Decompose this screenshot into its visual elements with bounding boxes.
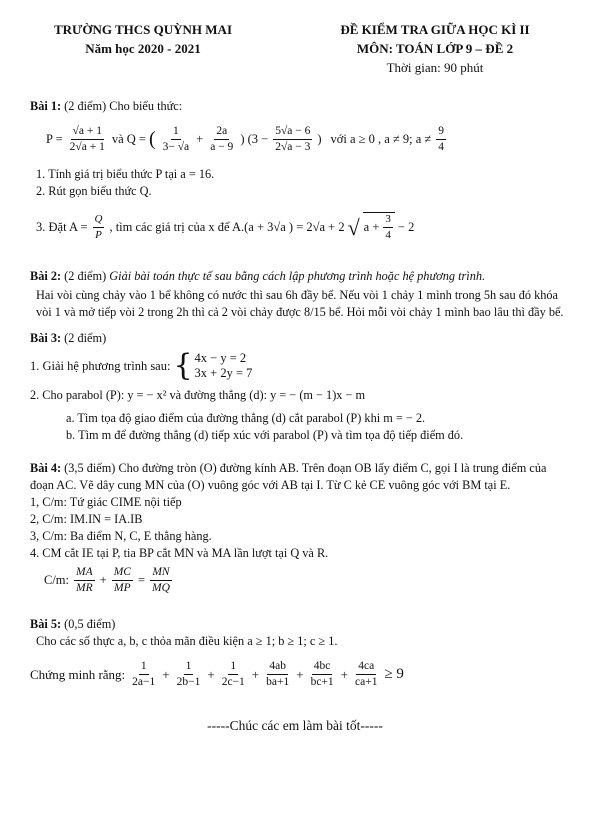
school-year: Năm học 2020 - 2021 [85, 41, 201, 56]
problem-3-item-2: 2. Cho parabol (P): y = − x² và đường thẳng (d): y = − (m − 1)x − m [30, 388, 366, 402]
problem-1-formula: P = $\frac{√a + 1}{2√a + 1}$ và Q = ( $\frac{1}{3- √a}$ + $\frac{2a}{a - 9}$ ) (3 − $\frac{5√a - 6}{2√a - 3}$ ) với a ≥ 0 , a ≠ 9; a ≠ $\frac{9}{4}$ [46, 125, 445, 153]
exam-title: ĐỀ KIỂM TRA GIỮA HỌC KÌ II [340, 22, 530, 37]
problem-4-item-1: 1, C/m: Tứ giác CIME nội tiếp [30, 495, 182, 509]
problem-2: Bài 2: (2 điểm) Giải bài toán thực tế sau bằng cách lập phương trình hoặc hệ phương trình. Hai vòi cùng chảy vào 1 bể không có nước thì sau 6h đầy bể. Nếu vòi 1 chảy 1 mình trong 5h sau đó khóa vòi 1 và mở tiếp vòi 2 trong 2h thì cả 2 vòi chảy được 8/15 bể. Hỏi mỗi vòi chảy 1 mình bao lâu thì đầy bể. [30, 269, 564, 319]
condition: với a ≥ 0 , a ≠ 9; a ≠ [330, 132, 432, 146]
exam-time: Thời gian: 90 phút [386, 60, 484, 75]
problem-4-item-3: 3, C/m: Ba điểm N, C, E thẳng hàng. [30, 529, 212, 543]
problem-5: Bài 5: (0,5 điểm) Cho các số thực a, b, c thỏa mãn điều kiện a ≥ 1; b ≥ 1; c ≥ 1. Chứng minh rằng: $\frac{1}{2a-1}$ + $\frac{1}{2b-1}$ + $\frac{1}{2c-1}$ + $\frac{4ab}{ba+1}$ + $\frac{4bc}{bc+1}$ + $\frac{4ca}{ca+1}$ ≥ 9 [30, 616, 565, 689]
problem-1-label: Bài 1: [30, 99, 62, 113]
problem-5-text: Cho các số thực a, b, c thỏa mãn điều kiện a ≥ 1; b ≥ 1; c ≥ 1. [36, 634, 338, 648]
problem-3: Bài 3: (2 điểm) 1. Giải hệ phương trình sau: { 4x − y = 2 3x + 2y = 7 2. Cho parabol (P): y = − x² và đường thẳng (d): y = − (m − 1)x − m a. Tìm tọa độ giao điểm của đường thẳng (d) cắt parabol (P) khi m = − 2. b. Tìm m để đường thẳng (d) tiếp xúc với parabol (P) và tìm tọa độ tiếp điểm đó. [30, 330, 565, 444]
problem-3-label: Bài 3: [30, 331, 62, 345]
problem-3-sub-b: b. Tìm m để đường thẳng (d) tiếp xúc với parabol (P) và tìm tọa độ tiếp điểm đó. [66, 428, 464, 442]
header-right [300, 20, 570, 77]
problem-4-item-4: 4. CM cắt IE tại P, tia BP cắt MN và MA lần lượt tại Q và R. [30, 546, 329, 560]
condition-fraction: $\frac{9}{4}$ [438, 125, 445, 153]
q-fraction-3: $\frac{5√a - 6}{2√a - 3}$ [275, 125, 311, 153]
problem-4-formula: C/m: $\frac{MA}{MR}$ + $\frac{MC}{MP}$ = $\frac{MN}{MQ}$ [44, 566, 170, 594]
q-fraction-1: $\frac{1}{3- √a}$ [162, 125, 190, 153]
problem-2-instruction: Giải bài toán thực tế sau bằng cách lập phương trình hoặc hệ phương trình. [109, 269, 486, 283]
p-fraction: $\frac{√a + 1}{2√a + 1}$ [69, 125, 105, 153]
q-lhs: và Q = [111, 132, 146, 146]
problem-1-item-1: 1. Tính giá trị biểu thức P tại a = 16. [36, 167, 215, 181]
equation-2: 3x + 2y = 7 [194, 366, 253, 380]
problem-3-item-1: 1. Giải hệ phương trình sau: { 4x − y = 2 3x + 2y = 7 [30, 348, 253, 383]
problem-1-item-2: 2. Rút gọn biểu thức Q. [36, 184, 152, 198]
problem-1-intro: (2 điểm) Cho biểu thức: [64, 99, 183, 113]
problem-4-item-2: 2, C/m: IM.IN = IA.IB [30, 512, 143, 526]
equation-1: 4x − y = 2 [194, 351, 247, 365]
p-lhs: P = [46, 132, 63, 146]
problem-4 [30, 460, 565, 595]
problem-2-text: Hai vòi cùng chảy vào 1 bể không có nước thì sau 6h đầy bể. Nếu vòi 1 chảy 1 mình trong 5h sau đó khóa vòi 1 và mở tiếp vòi 2 trong 2h thì cả 2 vòi chảy được 8/15 bể. Hỏi mỗi vòi chảy 1 mình bao lâu thì đầy bể. [36, 288, 564, 319]
q-fraction-2: $\frac{2a}{a - 9}$ [210, 125, 234, 153]
problem-4-text: (3,5 điểm) Cho đường tròn (O) đường kính AB. Trên đoạn OB lấy điểm C, gọi I là trung điểm của đoạn AC. Vẽ dây cung MN của (O) vuông góc với AB tại I. Từ C kẻ CE vuông góc với BM tại E. [30, 461, 547, 492]
exam-subject: MÔN: TOÁN LỚP 9 – ĐỀ 2 [356, 41, 514, 56]
problem-4-label: Bài 4: [30, 461, 62, 475]
school-name: TRƯỜNG THCS QUỲNH MAI [53, 22, 233, 37]
footer-message: -----Chúc các em làm bài tốt----- [207, 718, 383, 733]
problem-5-label: Bài 5: [30, 617, 62, 631]
problem-2-label: Bài 2: [30, 269, 62, 283]
header-left [18, 20, 268, 58]
problem-5-inequality: Chứng minh rằng: $\frac{1}{2a-1}$ + $\frac{1}{2b-1}$ + $\frac{1}{2c-1}$ + $\frac{4ab}{ba+1}$ + $\frac{4bc}{bc+1}$ + $\frac{4ca}{ca+1}$ ≥ 9 [30, 660, 404, 688]
problem-3-sub-a: a. Tìm tọa độ giao điểm của đường thẳng (d) cắt parabol (P) khi m = − 2. [66, 411, 426, 425]
equation-system: { 4x − y = 2 3x + 2y = 7 [173, 348, 253, 383]
problem-1-item-3: 3. Đặt A = $\frac{Q}{P}$ , tìm các giá trị của x để A.(a + 3√a ) = 2√a + 2 √ a + $\frac{3}{4}$ − 2 [36, 212, 415, 241]
problem-1 [30, 98, 565, 242]
